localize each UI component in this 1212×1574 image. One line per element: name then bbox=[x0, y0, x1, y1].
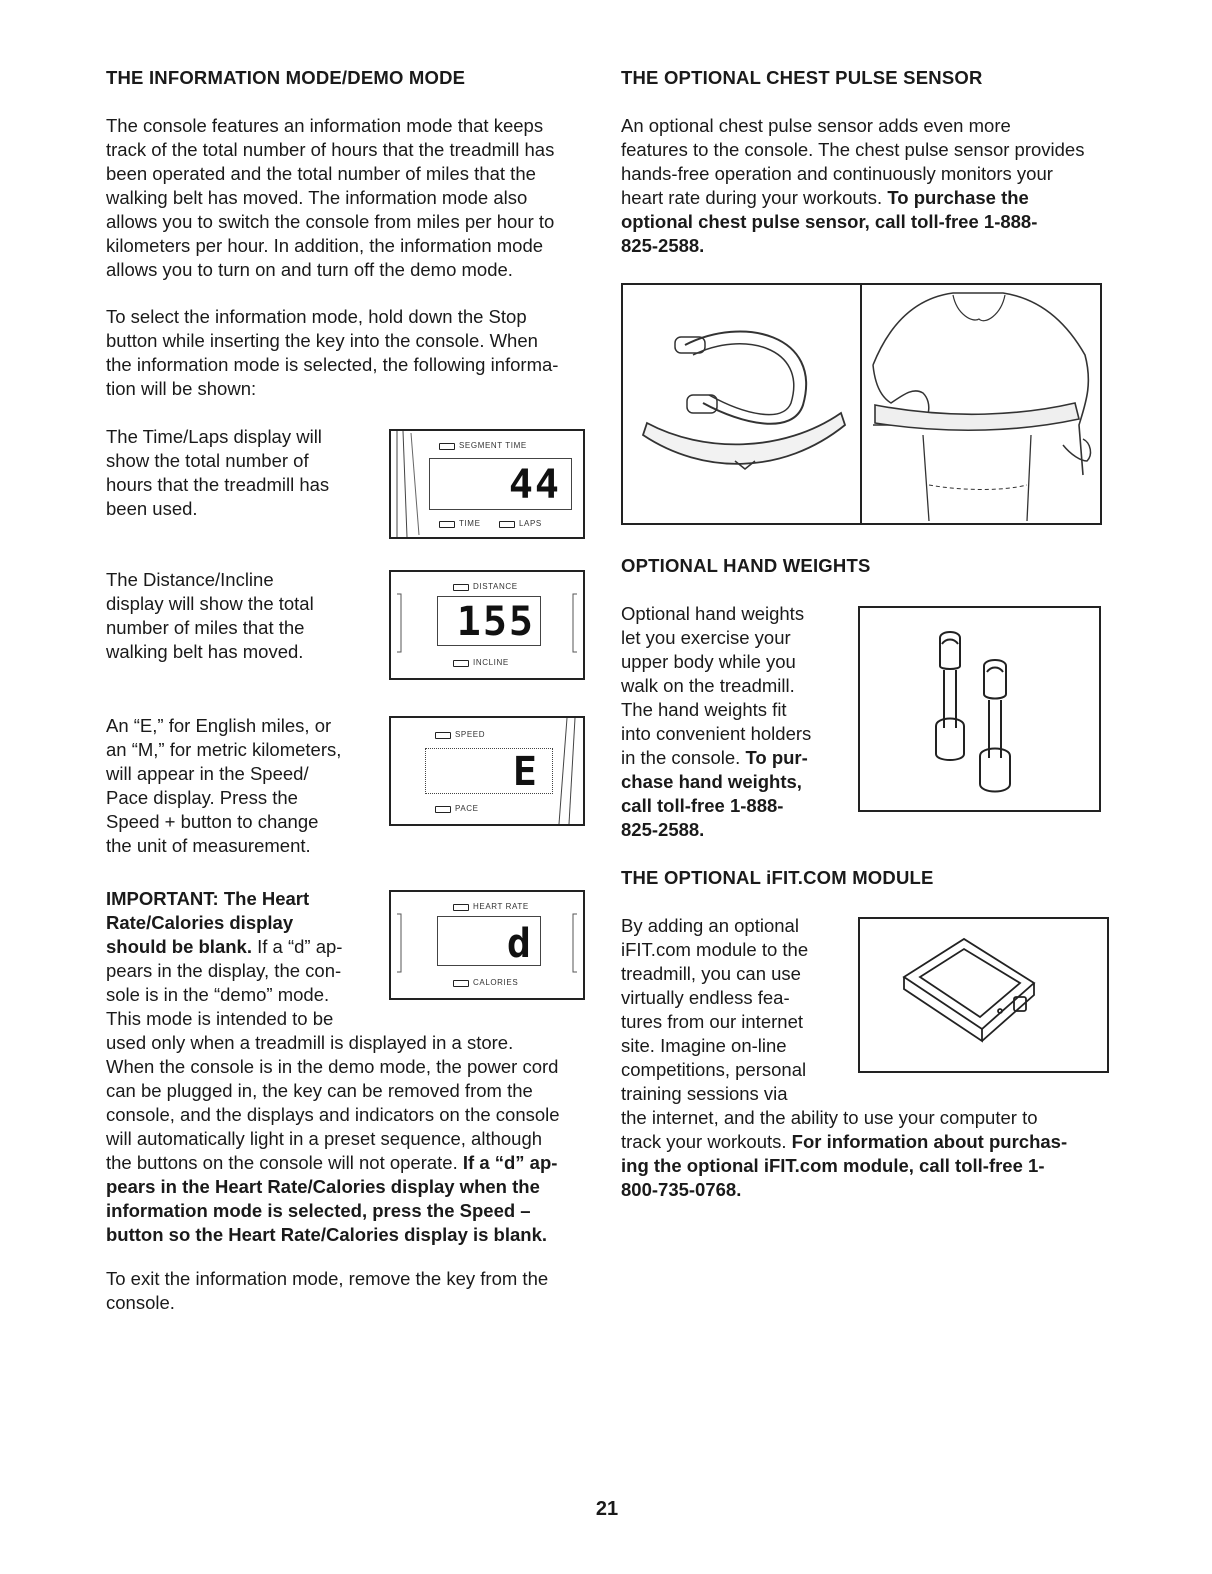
text-line: virtually endless fea- bbox=[621, 987, 790, 1008]
heart-readout: d bbox=[506, 921, 533, 967]
text-line: call toll-free 1-888- bbox=[621, 795, 784, 816]
text-line: To purchase the bbox=[887, 187, 1029, 208]
text-line: This mode is intended to be bbox=[106, 1008, 334, 1029]
text-line: If a “d” ap- bbox=[462, 1152, 558, 1173]
text-line: chase hand weights, bbox=[621, 771, 802, 792]
text-line: To exit the information mode, remove the key from the bbox=[106, 1268, 549, 1289]
speed-readout: E bbox=[512, 749, 539, 795]
text-line: let you exercise your bbox=[621, 627, 791, 648]
text-line: When the console is in the demo mode, the power cord bbox=[106, 1056, 559, 1077]
label-text: CALORIES bbox=[473, 978, 519, 987]
time-label bbox=[439, 519, 481, 529]
indicator-icon bbox=[453, 904, 469, 911]
chest-strap-illustration bbox=[623, 285, 1100, 523]
text-line: used only when a treadmill is displayed in a store. bbox=[106, 1032, 514, 1053]
text-line: allows you to turn on and turn off the demo mode. bbox=[106, 259, 513, 280]
text-line: heart rate during your workouts. bbox=[621, 187, 888, 208]
text-line: an “M,” for metric kilometers, bbox=[106, 739, 342, 760]
indicator-icon bbox=[435, 732, 451, 739]
info-intro-paragraph bbox=[106, 114, 554, 282]
speed-display-paragraph bbox=[106, 714, 341, 858]
text-line: features to the console. The chest pulse sensor provides bbox=[621, 139, 1085, 160]
text-line: The console features an information mode that keeps bbox=[106, 115, 544, 136]
text-line: track your workouts. bbox=[621, 1131, 792, 1152]
text-line: 800-735-0768. bbox=[621, 1179, 742, 1200]
text-line: kilometers per hour. In addition, the information mode bbox=[106, 235, 544, 256]
text-line: been operated and the total number of miles that the bbox=[106, 163, 536, 184]
distance-label bbox=[453, 582, 518, 592]
text-line: been used. bbox=[106, 498, 198, 519]
text-line: treadmill, you can use bbox=[621, 963, 801, 984]
text-line: button so the Heart Rate/Calories display is blank. bbox=[106, 1224, 548, 1245]
text-line: competitions, personal bbox=[621, 1059, 807, 1080]
hand-weights-paragraph bbox=[621, 602, 811, 842]
incline-label bbox=[453, 658, 509, 668]
text-line: console. bbox=[106, 1292, 175, 1313]
text-line: pears in the display, the con- bbox=[106, 960, 342, 981]
exit-mode-paragraph bbox=[106, 1267, 548, 1315]
text-line: information mode is selected, press the Speed – bbox=[106, 1200, 531, 1221]
indicator-icon bbox=[435, 806, 451, 813]
text-line: the internet, and the ability to use your computer to bbox=[621, 1107, 1038, 1128]
ifit-module-heading: THE OPTIONAL iFIT.COM MODULE bbox=[621, 867, 934, 888]
text-line: the information mode is selected, the following informa- bbox=[106, 354, 559, 375]
text-line: 825-2588. bbox=[621, 235, 705, 256]
ifit-module-icon bbox=[860, 919, 1107, 1071]
text-line: The Time/Laps display will bbox=[106, 426, 322, 447]
distance-readout: 155 bbox=[456, 599, 535, 645]
text-line: will automatically light in a preset sequence, although bbox=[106, 1128, 543, 1149]
text-line: IMPORTANT: The Heart bbox=[106, 888, 310, 909]
distance-incline-display bbox=[389, 570, 585, 680]
indicator-icon bbox=[453, 980, 469, 987]
text-line: For information about purchas- bbox=[791, 1131, 1068, 1152]
text-line: training sessions via bbox=[621, 1083, 788, 1104]
text-line: If a “d” ap- bbox=[251, 936, 343, 957]
text-line: pears in the Heart Rate/Calories display when the bbox=[106, 1176, 540, 1197]
demo-mode-paragraph bbox=[106, 1031, 560, 1247]
text-line: walk on the treadmill. bbox=[621, 675, 795, 696]
label-text: PACE bbox=[455, 804, 479, 813]
text-line: should be blank. bbox=[106, 936, 252, 957]
text-line: button while inserting the key into the console. When bbox=[106, 330, 538, 351]
label-text: DISTANCE bbox=[473, 582, 518, 591]
chest-sensor-illustration bbox=[621, 283, 1102, 525]
text-line: 825-2588. bbox=[621, 819, 705, 840]
text-line: upper body while you bbox=[621, 651, 796, 672]
text-line: console, and the displays and indicators on the console bbox=[106, 1104, 560, 1125]
text-line: site. Imagine on-line bbox=[621, 1035, 787, 1056]
text-line: track of the total number of hours that the treadmill has bbox=[106, 139, 555, 160]
text-line: Pace display. Press the bbox=[106, 787, 298, 808]
indicator-icon bbox=[453, 584, 469, 591]
ifit-module-illustration bbox=[858, 917, 1109, 1073]
pace-label bbox=[435, 804, 479, 814]
speed-label bbox=[435, 730, 485, 740]
text-line: walking belt has moved. The information mode also bbox=[106, 187, 528, 208]
time-display-paragraph bbox=[106, 425, 329, 521]
label-text: SPEED bbox=[455, 730, 486, 739]
text-line: sole is in the “demo” mode. bbox=[106, 984, 330, 1005]
text-line: walking belt has moved. bbox=[106, 641, 304, 662]
info-mode-heading: THE INFORMATION MODE/DEMO MODE bbox=[106, 67, 466, 88]
time-laps-display bbox=[389, 429, 585, 539]
indicator-icon bbox=[453, 660, 469, 667]
text-line: hands-free operation and continuously monitors your bbox=[621, 163, 1053, 184]
text-line: display will show the total bbox=[106, 593, 314, 614]
text-line: Speed + button to change bbox=[106, 811, 319, 832]
text-line: the unit of measurement. bbox=[106, 835, 311, 856]
chest-sensor-heading: THE OPTIONAL CHEST PULSE SENSOR bbox=[621, 67, 983, 88]
text-line: The hand weights fit bbox=[621, 699, 787, 720]
text-line: tures from our internet bbox=[621, 1011, 803, 1032]
text-line: Rate/Calories display bbox=[106, 912, 294, 933]
text-line: show the total number of bbox=[106, 450, 309, 471]
text-line: ing the optional iFIT.com module, call toll-free 1- bbox=[621, 1155, 1045, 1176]
text-line: Optional hand weights bbox=[621, 603, 805, 624]
indicator-icon bbox=[499, 521, 515, 528]
label-text: TIME bbox=[459, 519, 481, 528]
text-line: into convenient holders bbox=[621, 723, 812, 744]
indicator-icon bbox=[439, 521, 455, 528]
text-line: hours that the treadmill has bbox=[106, 474, 330, 495]
select-mode-paragraph bbox=[106, 305, 558, 401]
label-text: INCLINE bbox=[473, 658, 509, 667]
label-text: HEART RATE bbox=[473, 902, 529, 911]
text-line: tion will be shown: bbox=[106, 378, 257, 399]
chest-sensor-paragraph bbox=[621, 114, 1084, 258]
label-text: SEGMENT TIME bbox=[459, 441, 527, 450]
text-line: iFIT.com module to the bbox=[621, 939, 809, 960]
indicator-icon bbox=[439, 443, 455, 450]
text-line: By adding an optional bbox=[621, 915, 799, 936]
text-line: number of miles that the bbox=[106, 617, 305, 638]
distance-display-paragraph bbox=[106, 568, 314, 664]
text-line: An “E,” for English miles, or bbox=[106, 715, 332, 736]
text-line: To select the information mode, hold down the Stop bbox=[106, 306, 527, 327]
hand-weights-heading: OPTIONAL HAND WEIGHTS bbox=[621, 555, 871, 576]
text-line: can be plugged in, the key can be removed from the bbox=[106, 1080, 533, 1101]
text-line: will appear in the Speed/ bbox=[106, 763, 309, 784]
text-line: the buttons on the console will not operate. bbox=[106, 1152, 463, 1173]
heart-rate-label bbox=[453, 902, 529, 912]
time-readout: 44 bbox=[508, 462, 561, 508]
heart-rate-calories-display bbox=[389, 890, 585, 1000]
hand-weights-illustration bbox=[858, 606, 1101, 812]
speed-pace-display bbox=[389, 716, 585, 826]
segment-time-label bbox=[439, 441, 527, 451]
text-line: The Distance/Incline bbox=[106, 569, 274, 590]
dumbbell-icon bbox=[860, 608, 1099, 810]
page-number: 21 bbox=[595, 1498, 619, 1520]
important-note-paragraph bbox=[106, 887, 342, 1031]
laps-label bbox=[499, 519, 542, 529]
calories-label bbox=[453, 978, 518, 988]
text-line: An optional chest pulse sensor adds even more bbox=[621, 115, 1011, 136]
text-line: in the console. bbox=[621, 747, 746, 768]
text-line: To pur- bbox=[745, 747, 808, 768]
text-line: allows you to switch the console from miles per hour to bbox=[106, 211, 555, 232]
label-text: LAPS bbox=[519, 519, 542, 528]
text-line: optional chest pulse sensor, call toll-free 1-888- bbox=[621, 211, 1038, 232]
